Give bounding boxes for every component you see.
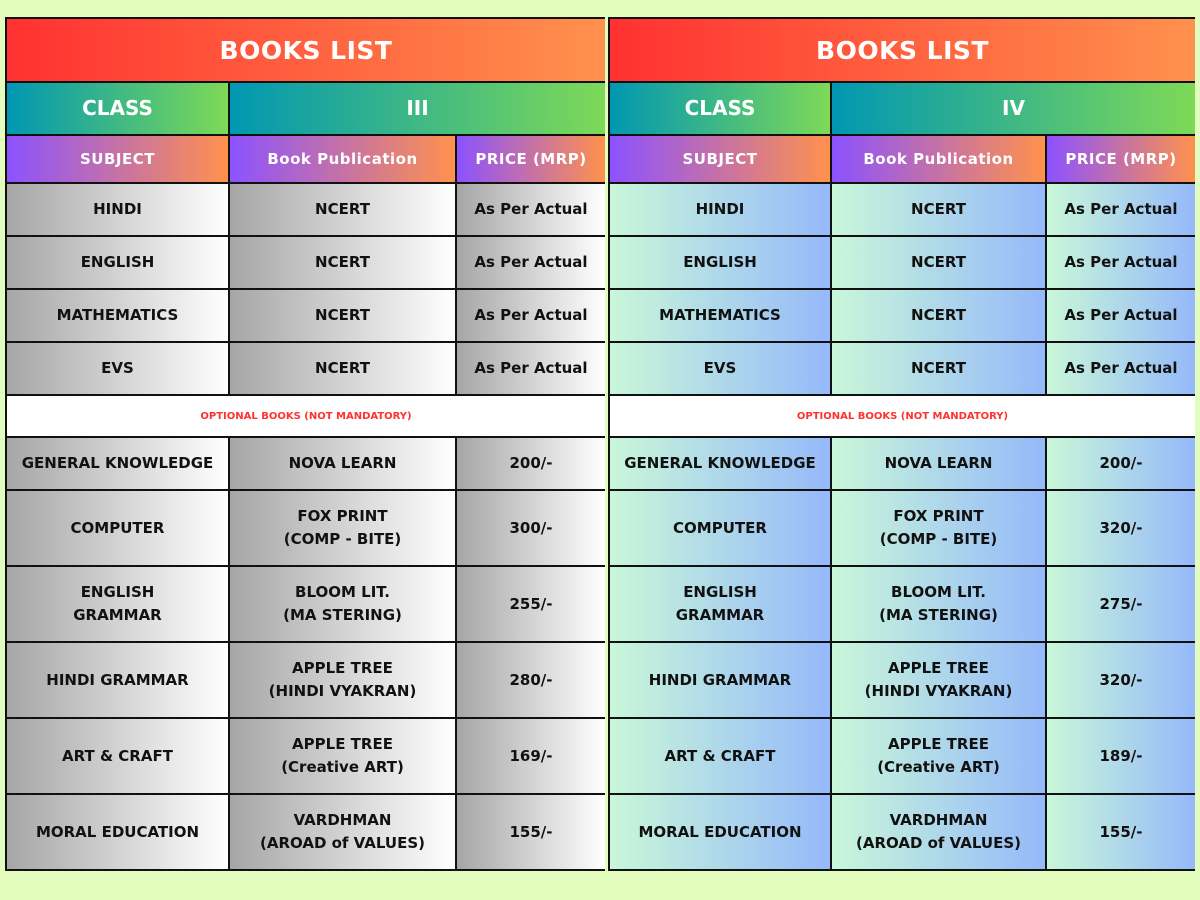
mandatory-subject-cell: EVS xyxy=(610,343,830,394)
optional-price-cell: 200/- xyxy=(457,438,605,489)
table-title: BOOKS LIST xyxy=(7,19,605,81)
optional-price-cell: 300/- xyxy=(457,491,605,565)
header-price: PRICE (MRP) xyxy=(457,136,605,182)
mandatory-publication-cell: NCERT xyxy=(832,343,1045,394)
mandatory-price-cell: As Per Actual xyxy=(1047,184,1195,235)
header-price: PRICE (MRP) xyxy=(1047,136,1195,182)
optional-subject-cell: MORAL EDUCATION xyxy=(7,795,228,869)
mandatory-subject-cell: EVS xyxy=(7,343,228,394)
optional-subject-cell: GENERAL KNOWLEDGE xyxy=(7,438,228,489)
table-title: BOOKS LIST xyxy=(610,19,1195,81)
optional-books-label: OPTIONAL BOOKS (NOT MANDATORY) xyxy=(7,396,605,436)
optional-publication-cell: NOVA LEARN xyxy=(230,438,455,489)
optional-publication-cell: FOX PRINT (COMP - BITE) xyxy=(230,491,455,565)
optional-publication-cell: APPLE TREE (Creative ART) xyxy=(832,719,1045,793)
mandatory-subject-cell: HINDI xyxy=(7,184,228,235)
optional-price-cell: 169/- xyxy=(457,719,605,793)
mandatory-publication-cell: NCERT xyxy=(832,237,1045,288)
optional-subject-cell: HINDI GRAMMAR xyxy=(7,643,228,717)
mandatory-publication-cell: NCERT xyxy=(230,290,455,341)
optional-price-cell: 255/- xyxy=(457,567,605,641)
books-list-table-class-iii xyxy=(5,17,605,871)
mandatory-subject-cell: ENGLISH xyxy=(7,237,228,288)
mandatory-subject-cell: HINDI xyxy=(610,184,830,235)
mandatory-price-cell: As Per Actual xyxy=(1047,237,1195,288)
mandatory-publication-cell: NCERT xyxy=(230,343,455,394)
mandatory-subject-cell: MATHEMATICS xyxy=(7,290,228,341)
optional-publication-cell: BLOOM LIT. (MA STERING) xyxy=(230,567,455,641)
optional-subject-cell: HINDI GRAMMAR xyxy=(610,643,830,717)
mandatory-price-cell: As Per Actual xyxy=(457,237,605,288)
optional-price-cell: 155/- xyxy=(1047,795,1195,869)
class-value: IV xyxy=(832,83,1195,134)
optional-price-cell: 189/- xyxy=(1047,719,1195,793)
header-publication: Book Publication xyxy=(832,136,1045,182)
mandatory-price-cell: As Per Actual xyxy=(1047,343,1195,394)
optional-publication-cell: VARDHMAN (AROAD of VALUES) xyxy=(832,795,1045,869)
optional-publication-cell: BLOOM LIT. (MA STERING) xyxy=(832,567,1045,641)
optional-price-cell: 200/- xyxy=(1047,438,1195,489)
header-subject: SUBJECT xyxy=(610,136,830,182)
optional-books-label: OPTIONAL BOOKS (NOT MANDATORY) xyxy=(610,396,1195,436)
optional-subject-cell: COMPUTER xyxy=(7,491,228,565)
optional-publication-cell: NOVA LEARN xyxy=(832,438,1045,489)
optional-publication-cell: APPLE TREE (HINDI VYAKRAN) xyxy=(230,643,455,717)
optional-subject-cell: ENGLISH GRAMMAR xyxy=(7,567,228,641)
mandatory-subject-cell: ENGLISH xyxy=(610,237,830,288)
class-label: CLASS xyxy=(7,83,228,134)
mandatory-price-cell: As Per Actual xyxy=(457,290,605,341)
optional-publication-cell: VARDHMAN (AROAD of VALUES) xyxy=(230,795,455,869)
books-list-table-class-iv xyxy=(608,17,1195,871)
optional-publication-cell: APPLE TREE (HINDI VYAKRAN) xyxy=(832,643,1045,717)
optional-subject-cell: MORAL EDUCATION xyxy=(610,795,830,869)
optional-subject-cell: COMPUTER xyxy=(610,491,830,565)
mandatory-publication-cell: NCERT xyxy=(230,237,455,288)
class-label: CLASS xyxy=(610,83,830,134)
mandatory-subject-cell: MATHEMATICS xyxy=(610,290,830,341)
optional-price-cell: 320/- xyxy=(1047,643,1195,717)
optional-price-cell: 280/- xyxy=(457,643,605,717)
optional-price-cell: 275/- xyxy=(1047,567,1195,641)
optional-price-cell: 320/- xyxy=(1047,491,1195,565)
optional-subject-cell: GENERAL KNOWLEDGE xyxy=(610,438,830,489)
mandatory-price-cell: As Per Actual xyxy=(1047,290,1195,341)
mandatory-price-cell: As Per Actual xyxy=(457,343,605,394)
header-publication: Book Publication xyxy=(230,136,455,182)
optional-price-cell: 155/- xyxy=(457,795,605,869)
optional-subject-cell: ART & CRAFT xyxy=(610,719,830,793)
mandatory-publication-cell: NCERT xyxy=(832,290,1045,341)
optional-publication-cell: FOX PRINT (COMP - BITE) xyxy=(832,491,1045,565)
header-subject: SUBJECT xyxy=(7,136,228,182)
mandatory-publication-cell: NCERT xyxy=(230,184,455,235)
mandatory-publication-cell: NCERT xyxy=(832,184,1045,235)
optional-publication-cell: APPLE TREE (Creative ART) xyxy=(230,719,455,793)
optional-subject-cell: ART & CRAFT xyxy=(7,719,228,793)
mandatory-price-cell: As Per Actual xyxy=(457,184,605,235)
class-value: III xyxy=(230,83,605,134)
optional-subject-cell: ENGLISH GRAMMAR xyxy=(610,567,830,641)
